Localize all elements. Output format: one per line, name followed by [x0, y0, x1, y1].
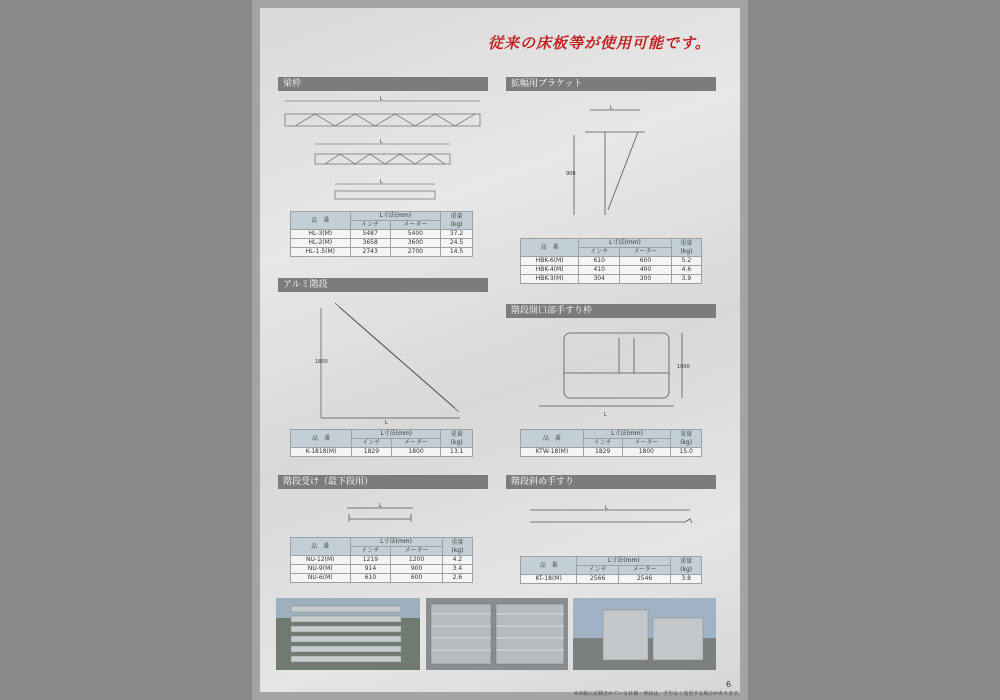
spec-table-stair: 品 番 L寸法(mm) 重量 (kg) インチ メーター K-1818(M) 1829 1800 13.1: [290, 429, 473, 457]
table-row: HL-2(M) 3658 3600 24.5: [291, 239, 473, 248]
spec-table-diag-rail: 品 番 L寸法(mm) 重量 (kg) インチ メーター KT-18(M) 2566 2546 3.8: [520, 556, 702, 584]
product-photo-stacked-frames: [276, 598, 420, 670]
dim-label-l: L: [380, 179, 383, 185]
section-title-stair: アルミ階段: [278, 278, 488, 292]
table-row: HL-3(M) 5487 5400 37.2: [291, 230, 473, 239]
bracket-drawing: [560, 105, 670, 220]
table-row: HBK-6(M) 610 600 5.2: [521, 257, 702, 266]
product-photo-stacked-planks: [426, 598, 568, 670]
dim-label-l: L: [385, 420, 388, 426]
page-headline: 従来の床板等が使用可能です。: [488, 34, 711, 52]
page-number: 6: [726, 680, 732, 689]
section-title-diag-rail: 階段斜め手すり: [506, 475, 716, 489]
dim-label-1800: 1800: [315, 359, 328, 365]
section-title-stair-base: 階段受け（最下段用）: [278, 475, 488, 489]
beam-frame-drawing: [280, 96, 490, 206]
dim-label-l: L: [605, 505, 608, 511]
spec-table-hari: 品 番 L寸法(mm) 重量 (kg) インチ メーター HL-3(M) 5487 5400 37.2 HL-2(M) 3658 3600 24.5 HL-1.5(M) 2743 2700 14.5: [290, 211, 473, 257]
dim-label-l: L: [610, 105, 613, 111]
spec-table-stair-base: 品 番 L寸法(mm) 重量 (kg) インチ メーター NU-12(M) 1219 1200 4.2 NU-9(M) 914 900 3.4 NU-6(M) 610 600 2.6: [290, 537, 473, 583]
dim-label-900: 900: [566, 171, 576, 177]
section-title-hari: 梁枠: [278, 77, 488, 91]
spec-table-bracket: 品 番 L寸法(mm) 重量 (kg) インチ メーター HBK-6(M) 610 600 5.2 HBK-4(M) 410 400 4.6 HBK-3(M) 304 300 3.9: [520, 238, 702, 284]
diagonal-rail-drawing: [525, 505, 700, 530]
dim-label-l: L: [379, 503, 382, 509]
table-row: KT-18(M) 2566 2546 3.8: [521, 575, 702, 584]
table-row: HL-1.5(M) 2743 2700 14.5: [291, 248, 473, 257]
table-row: HBK-3(M) 304 300 3.9: [521, 275, 702, 284]
section-title-stair-frame: 階段開口部手すり枠: [506, 304, 716, 318]
table-row: K-1818(M) 1829 1800 13.1: [291, 448, 473, 457]
stair-frame-drawing: [534, 328, 694, 423]
product-photo-storage-yard: [573, 598, 716, 670]
stair-base-drawing: [345, 502, 415, 527]
table-row: NU-12(M) 1219 1200 4.2: [291, 556, 473, 565]
table-row: NU-6(M) 610 600 2.6: [291, 574, 473, 583]
dim-label-l: L: [380, 139, 383, 145]
dim-label-1000: 1000: [677, 364, 690, 370]
stair-drawing: [315, 298, 475, 428]
table-row: KTW-18(M) 1829 1800 15.0: [521, 448, 702, 457]
section-title-bracket: 拡幅用ブラケット: [506, 77, 716, 91]
footnote: ※本紙に記載されている仕様・形状は、予告なく変更する場合があります。: [574, 691, 743, 697]
dim-label-l: L: [380, 96, 383, 102]
dim-label-l: L: [604, 412, 607, 418]
table-row: HBK-4(M) 410 400 4.6: [521, 266, 702, 275]
spec-table-stair-frame: 品 番 L寸法(mm) 重量 (kg) インチ メーター KTW-18(M) 1829 1800 15.0: [520, 429, 702, 457]
table-row: NU-9(M) 914 900 3.4: [291, 565, 473, 574]
